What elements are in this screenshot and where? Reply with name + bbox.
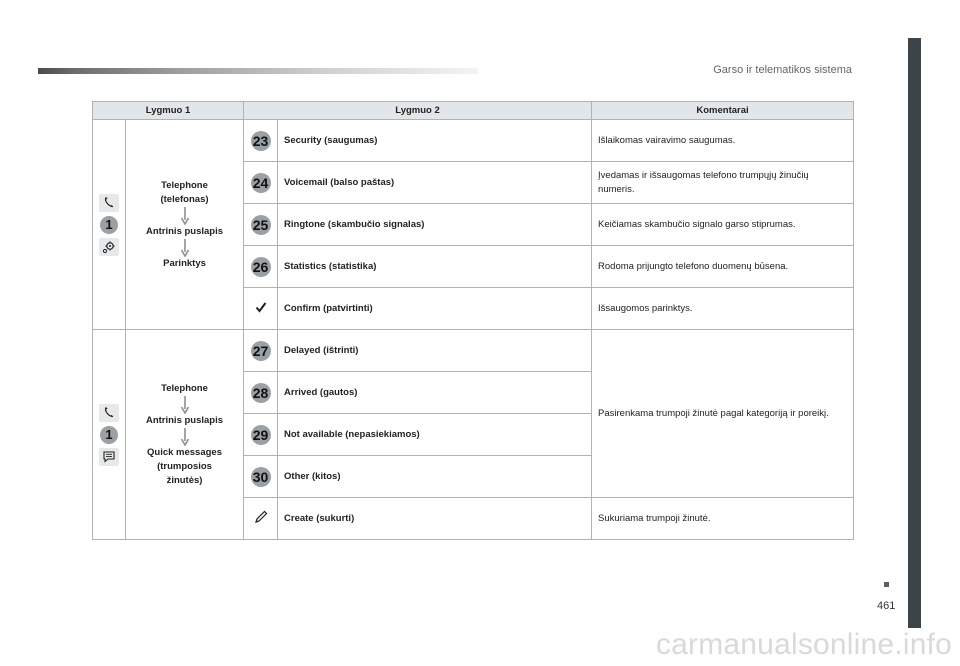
step-badge: 29 (251, 425, 271, 445)
phone-icon (99, 404, 119, 422)
step-badge: 27 (251, 341, 271, 361)
down-arrow-icon (180, 396, 190, 414)
comment-text: Išlaikomas vairavimo saugumas. (592, 120, 854, 162)
level1-label: (trumposios (157, 460, 212, 472)
group1-level1-cell (126, 120, 244, 330)
right-edge-strip (908, 38, 921, 628)
page-number: 461 (877, 600, 896, 612)
phone-icon (99, 194, 119, 212)
step-badge: 24 (251, 173, 271, 193)
page-marker (884, 582, 889, 587)
level1-label: žinutės) (166, 474, 203, 486)
option-label: Confirm (patvirtinti) (278, 288, 592, 330)
header-level1: Lygmuo 1 (93, 102, 244, 120)
level1-label: Quick messages (147, 446, 222, 458)
option-label: Delayed (ištrinti) (278, 330, 592, 372)
level1-label: Antrinis puslapis (145, 225, 224, 237)
step-badge: 25 (251, 215, 271, 235)
down-arrow-icon (180, 207, 190, 225)
step-badge: 1 (100, 216, 118, 234)
pencil-icon (254, 510, 268, 524)
level1-label: Telephone (161, 382, 208, 394)
settings-gear-icon (99, 238, 119, 256)
option-label: Arrived (gautos) (278, 372, 592, 414)
table-row (93, 120, 854, 162)
option-label: Create (sukurti) (278, 498, 592, 540)
option-label: Statistics (statistika) (278, 246, 592, 288)
level1-label: Parinktys (163, 257, 206, 269)
option-label: Other (kitos) (278, 456, 592, 498)
option-label: Security (saugumas) (278, 120, 592, 162)
level1-label: Telephone (161, 179, 208, 191)
comment-text: Rodoma prijungto telefono duomenų būsena. (592, 246, 854, 288)
header-level2: Lygmuo 2 (244, 102, 592, 120)
comment-text: Pasirenkama trumpoji žinutė pagal kategoriją ir poreikį. (592, 330, 854, 498)
comment-text: Keičiamas skambučio signalo garso stiprumas. (592, 204, 854, 246)
page-header-title: Garso ir telematikos sistema (713, 64, 852, 76)
step-badge: 30 (251, 467, 271, 487)
comment-text: Įvedamas ir išsaugomas telefono trumpųjų žinučių numeris. (592, 162, 854, 204)
down-arrow-icon (180, 239, 190, 257)
comment-text: Išsaugomos parinktys. (592, 288, 854, 330)
header-gradient-bar (38, 68, 478, 74)
step-badge: 23 (251, 131, 271, 151)
watermark: carmanualsonline.info (655, 628, 952, 661)
step-badge: 1 (100, 426, 118, 444)
group2-icon-cell (93, 330, 126, 540)
checkmark-icon (255, 301, 267, 313)
message-icon (99, 448, 119, 466)
header-comments: Komentarai (592, 102, 854, 120)
step-badge: 26 (251, 257, 271, 277)
down-arrow-icon (180, 428, 190, 446)
settings-table (92, 101, 854, 540)
table-row (93, 330, 854, 372)
level1-label: Antrinis puslapis (145, 414, 224, 426)
option-label: Voicemail (balso paštas) (278, 162, 592, 204)
group1-icon-cell (93, 120, 126, 330)
step-badge: 28 (251, 383, 271, 403)
option-label: Ringtone (skambučio signalas) (278, 204, 592, 246)
comment-text: Sukuriama trumpoji žinutė. (592, 498, 854, 540)
group2-level1-cell (126, 330, 244, 540)
level1-label: (telefonas) (160, 193, 209, 205)
option-label: Not available (nepasiekiamos) (278, 414, 592, 456)
table-header-row (93, 102, 854, 120)
